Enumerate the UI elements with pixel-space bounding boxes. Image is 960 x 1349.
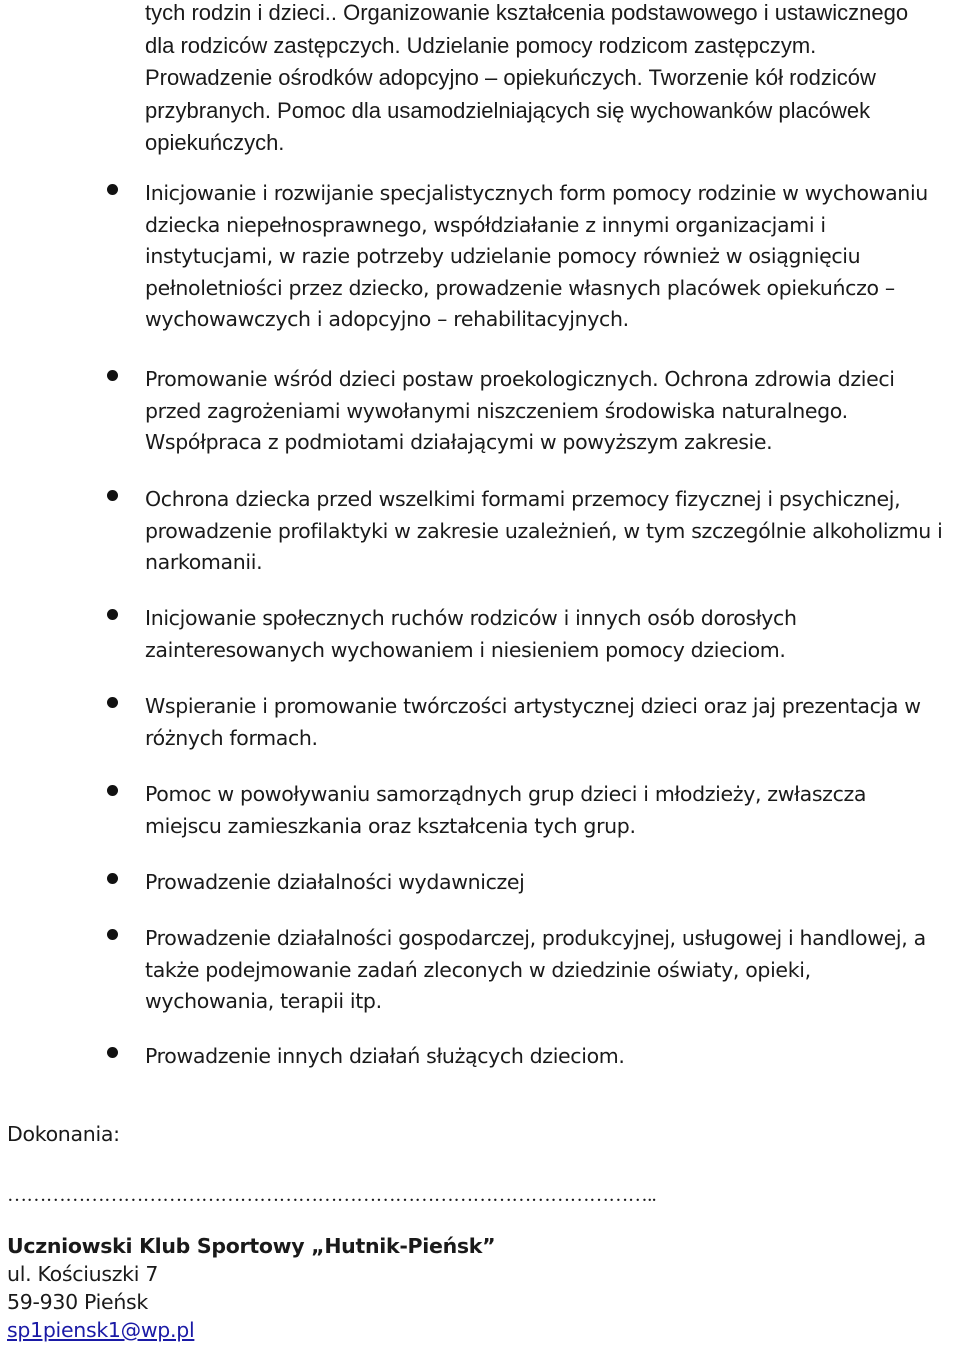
- bullet-line: Prowadzenie działalności gospodarczej, produkcyjnej, usługowej i handlowej, a: [145, 926, 926, 950]
- bullet-line: narkomanii.: [145, 550, 263, 574]
- bullet-dot: [107, 609, 118, 620]
- bullet-item: [145, 923, 960, 1018]
- bullet-dot: [107, 370, 118, 381]
- bullet-line: Promowanie wśród dzieci postaw proekologicznych. Ochrona zdrowia dzieci: [145, 367, 895, 391]
- intro-line: dla rodziców zastępczych. Udzielanie pomocy rodzicom zastępczym.: [145, 32, 817, 58]
- achievements-label: Dokonania:: [7, 1122, 120, 1146]
- email-line: [7, 1318, 194, 1342]
- bullet-item: [145, 691, 960, 754]
- bullet-dot: [107, 1047, 118, 1058]
- intro-paragraph: [145, 0, 960, 160]
- bullet-line: Pomoc w powoływaniu samorządnych grup dzieci i młodzieży, zwłaszcza: [145, 782, 867, 806]
- achievements-placeholder: ………………………………………………………………………………………..: [7, 1184, 657, 1206]
- bullet-dot: [107, 184, 118, 195]
- bullet-line: różnych formach.: [145, 725, 318, 750]
- bullet-item: [145, 867, 960, 899]
- bullet-dot: [107, 697, 118, 708]
- bullet-item: [145, 603, 960, 666]
- bullet-item: [145, 484, 960, 579]
- bullet-line: dziecka niepełnosprawnego, współdziałanie z innymi organizacjami i: [145, 212, 826, 237]
- bullet-line: instytucjami, w razie potrzeby udzielanie pomocy również w osiągnięciu: [145, 244, 861, 268]
- bullet-line: zainteresowanych wychowaniem i niesieniem pomocy dzieciom.: [145, 637, 786, 662]
- bullet-item: [145, 364, 960, 459]
- bullet-item: [145, 779, 960, 842]
- bullet-dot: [107, 785, 118, 796]
- bullet-item: [145, 178, 960, 336]
- address-street: ul. Kościuszki 7: [7, 1262, 159, 1286]
- bullet-line: pełnoletniości przez dziecko, prowadzenie własnych placówek opiekuńczo –: [145, 275, 895, 300]
- address-city: 59-930 Pieńsk: [7, 1290, 148, 1314]
- bullet-line: wychowawczych i adopcyjno – rehabilitacyjnych.: [145, 307, 629, 331]
- bullet-line: Inicjowanie i rozwijanie specjalistycznych form pomocy rodzinie w wychowaniu: [145, 181, 928, 205]
- bullet-line: miejscu zamieszkania oraz kształcenia tych grup.: [145, 813, 636, 838]
- bullet-line: Ochrona dziecka przed wszelkimi formami przemocy fizycznej i psychicznej,: [145, 487, 901, 511]
- bullet-line: także podejmowanie zadań zleconych w dziedzinie oświaty, opieki,: [145, 957, 811, 982]
- bullet-dot: [107, 929, 118, 940]
- bullet-line: prowadzenie profilaktyki w zakresie uzależnień, w tym szczególnie alkoholizmu i: [145, 518, 943, 543]
- bullet-line: przed zagrożeniami wywołanymi niszczeniem środowiska naturalnego.: [145, 398, 848, 423]
- bullet-line: Współpraca z podmiotami działającymi w powyższym zakresie.: [145, 430, 773, 454]
- bullet-line: wychowania, terapii itp.: [145, 989, 382, 1013]
- intro-line: Prowadzenie ośrodków adopcyjno – opiekuńczych. Tworzenie kół rodziców: [145, 65, 876, 90]
- intro-line: opiekuńczych.: [145, 130, 285, 155]
- bullet-dot: [107, 873, 118, 884]
- intro-line: tych rodzin i dzieci.. Organizowanie kształcenia podstawowego i ustawicznego: [145, 0, 909, 25]
- bullet-line: Prowadzenie innych działań służących dzieciom.: [145, 1044, 625, 1068]
- email-link[interactable]: sp1piensk1@wp.pl: [7, 1318, 195, 1342]
- bullet-item: [145, 1041, 960, 1073]
- bullet-dot: [107, 490, 118, 501]
- bullet-line: Prowadzenie działalności wydawniczej: [145, 870, 525, 894]
- bullet-line: Wspieranie i promowanie twórczości artystycznej dzieci oraz jaj prezentacja w: [145, 694, 921, 718]
- bullet-line: Inicjowanie społecznych ruchów rodziców i innych osób dorosłych: [145, 606, 797, 630]
- organization-name: Uczniowski Klub Sportowy „Hutnik-Pieńsk”: [7, 1234, 496, 1258]
- intro-line: przybranych. Pomoc dla usamodzielniających się wychowanków placówek: [145, 97, 871, 123]
